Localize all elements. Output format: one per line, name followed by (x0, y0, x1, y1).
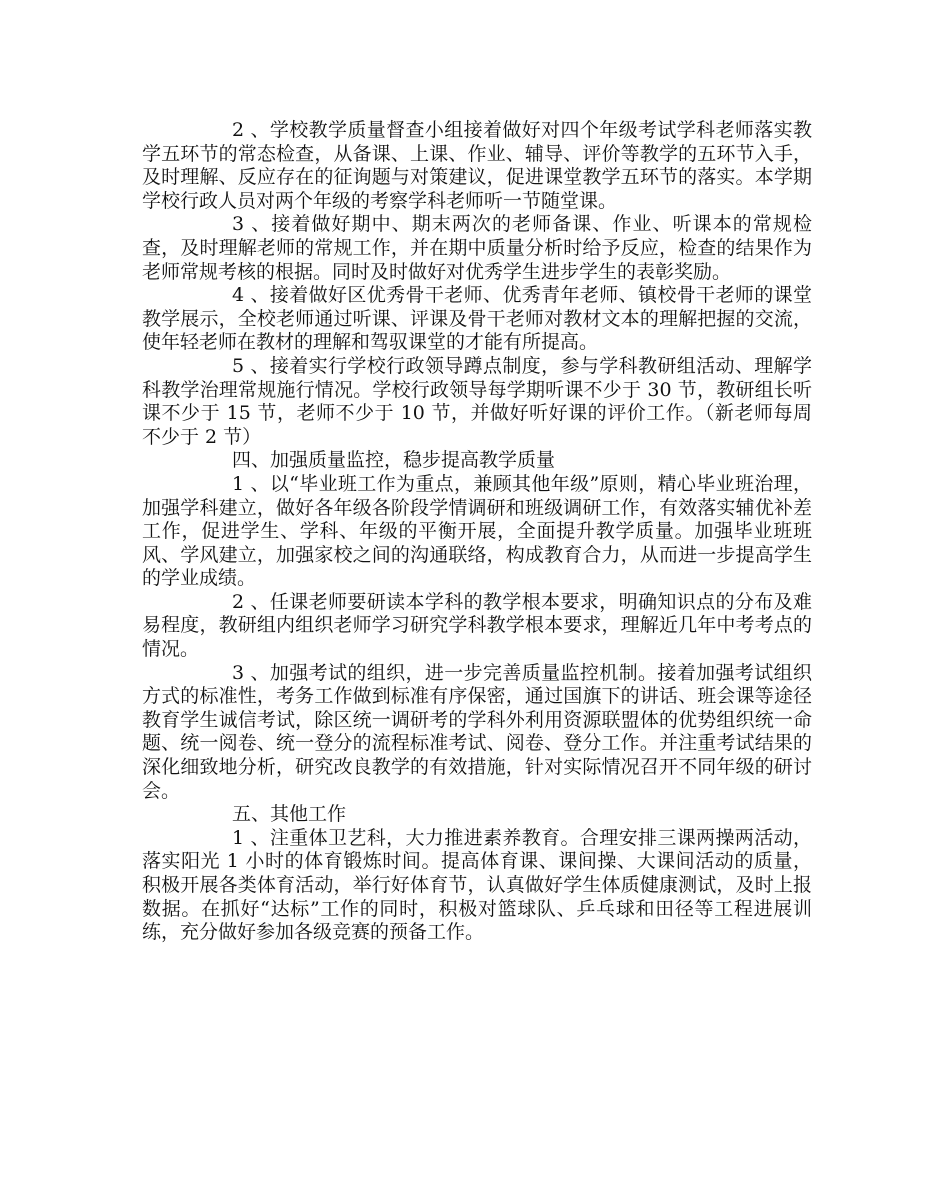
paragraph-physical-education: 1 、注重体卫艺科，大力推进素养教育。合理安排三课两操两活动，落实阳光 1 小时的体育锻炼时间。提高体育课、课间操、大课间活动的质量，积极开展各类体育活动，举行好体育节，认真做好学生体质健康测试，及时上报数据。在抓好“达标”工作的同时，积极对篮球队、乒乓球和田径等工程进展训练，充分做好参加各级竞赛的预备工作。 (142, 826, 812, 944)
paragraph-leadership-system: 5 、接着实行学校行政领导蹲点制度，参与学科教研组活动、理解学科教学治理常规施行情况。学校行政领导每学期听课不少于 30 节，教研组长听课不少于 15 节，老师不少于 10 节，并做好听好课的评价工作。（新老师每周不少于 2 节） (142, 354, 812, 448)
paragraph-quality-inspection: 2 、学校教学质量督查小组接着做好对四个年级考试学科老师落实教学五环节的常态检查，从备课、上课、作业、辅导、评价等教学的五环节入手，及时理解、反应存在的征询题与对策建议，促进课堂教学五环节的落实。本学期学校行政人员对两个年级的考察学科老师听一节随堂课。 (142, 119, 812, 212)
paragraph-routine-check: 3 、接着做好期中、期末两次的老师备课、作业、听课本的常规检查，及时理解老师的常规工作，并在期中质量分析时给予反应，检查的结果作为老师常规考核的根据。同时及时做好对优秀学生进步学生的表彰奖励。 (142, 213, 812, 283)
paragraph-teaching-showcase: 4 、接着做好区优秀骨干老师、优秀青年老师、镇校骨干老师的课堂教学展示，全校老师通过听课、评课及骨干老师对教材文本的理解把握的交流，使年轻老师在教材的理解和驾驭课堂的才能有所提高。 (142, 284, 812, 354)
section-heading-other-work: 五、其他工作 (232, 803, 347, 826)
paragraph-exam-organization: 3 、加强考试的组织，进一步完善质量监控机制。接着加强考试组织方式的标准性，考务工作做到标准有序保密，通过国旗下的讲话、班会课等途径教育学生诚信考试，除区统一调研考的学科外利用资源联盟体的优势组织统一命题、统一阅卷、统一登分的流程标准考试、阅卷、登分工作。并注重考试结果的深化细致地分析，研究改良教学的有效措施，针对实际情况召开不同年级的研讨会。 (142, 661, 812, 802)
document-page (142, 119, 812, 945)
paragraph-graduating-class: 1 、以“毕业班工作为重点，兼顾其他年级”原则，精心毕业班治理，加强学科建立，做好各年级各阶段学情调研和班级调研工作，有效落实辅优补差工作，促进学生、学科、年级的平衡开展，全面提升教学质量。加强毕业班班风、学风建立，加强家校之间的沟通联络，构成教育合力，从而进一步提高学生的学业成绩。 (142, 472, 812, 590)
paragraph-curriculum-study: 2 、任课老师要研读本学科的教学根本要求，明确知识点的分布及难易程度，教研组内组织老师学习研究学科教学根本要求，理解近几年中考考点的情况。 (142, 590, 812, 661)
section-heading-quality-monitoring: 四、加强质量监控，稳步提高教学质量 (232, 449, 556, 472)
